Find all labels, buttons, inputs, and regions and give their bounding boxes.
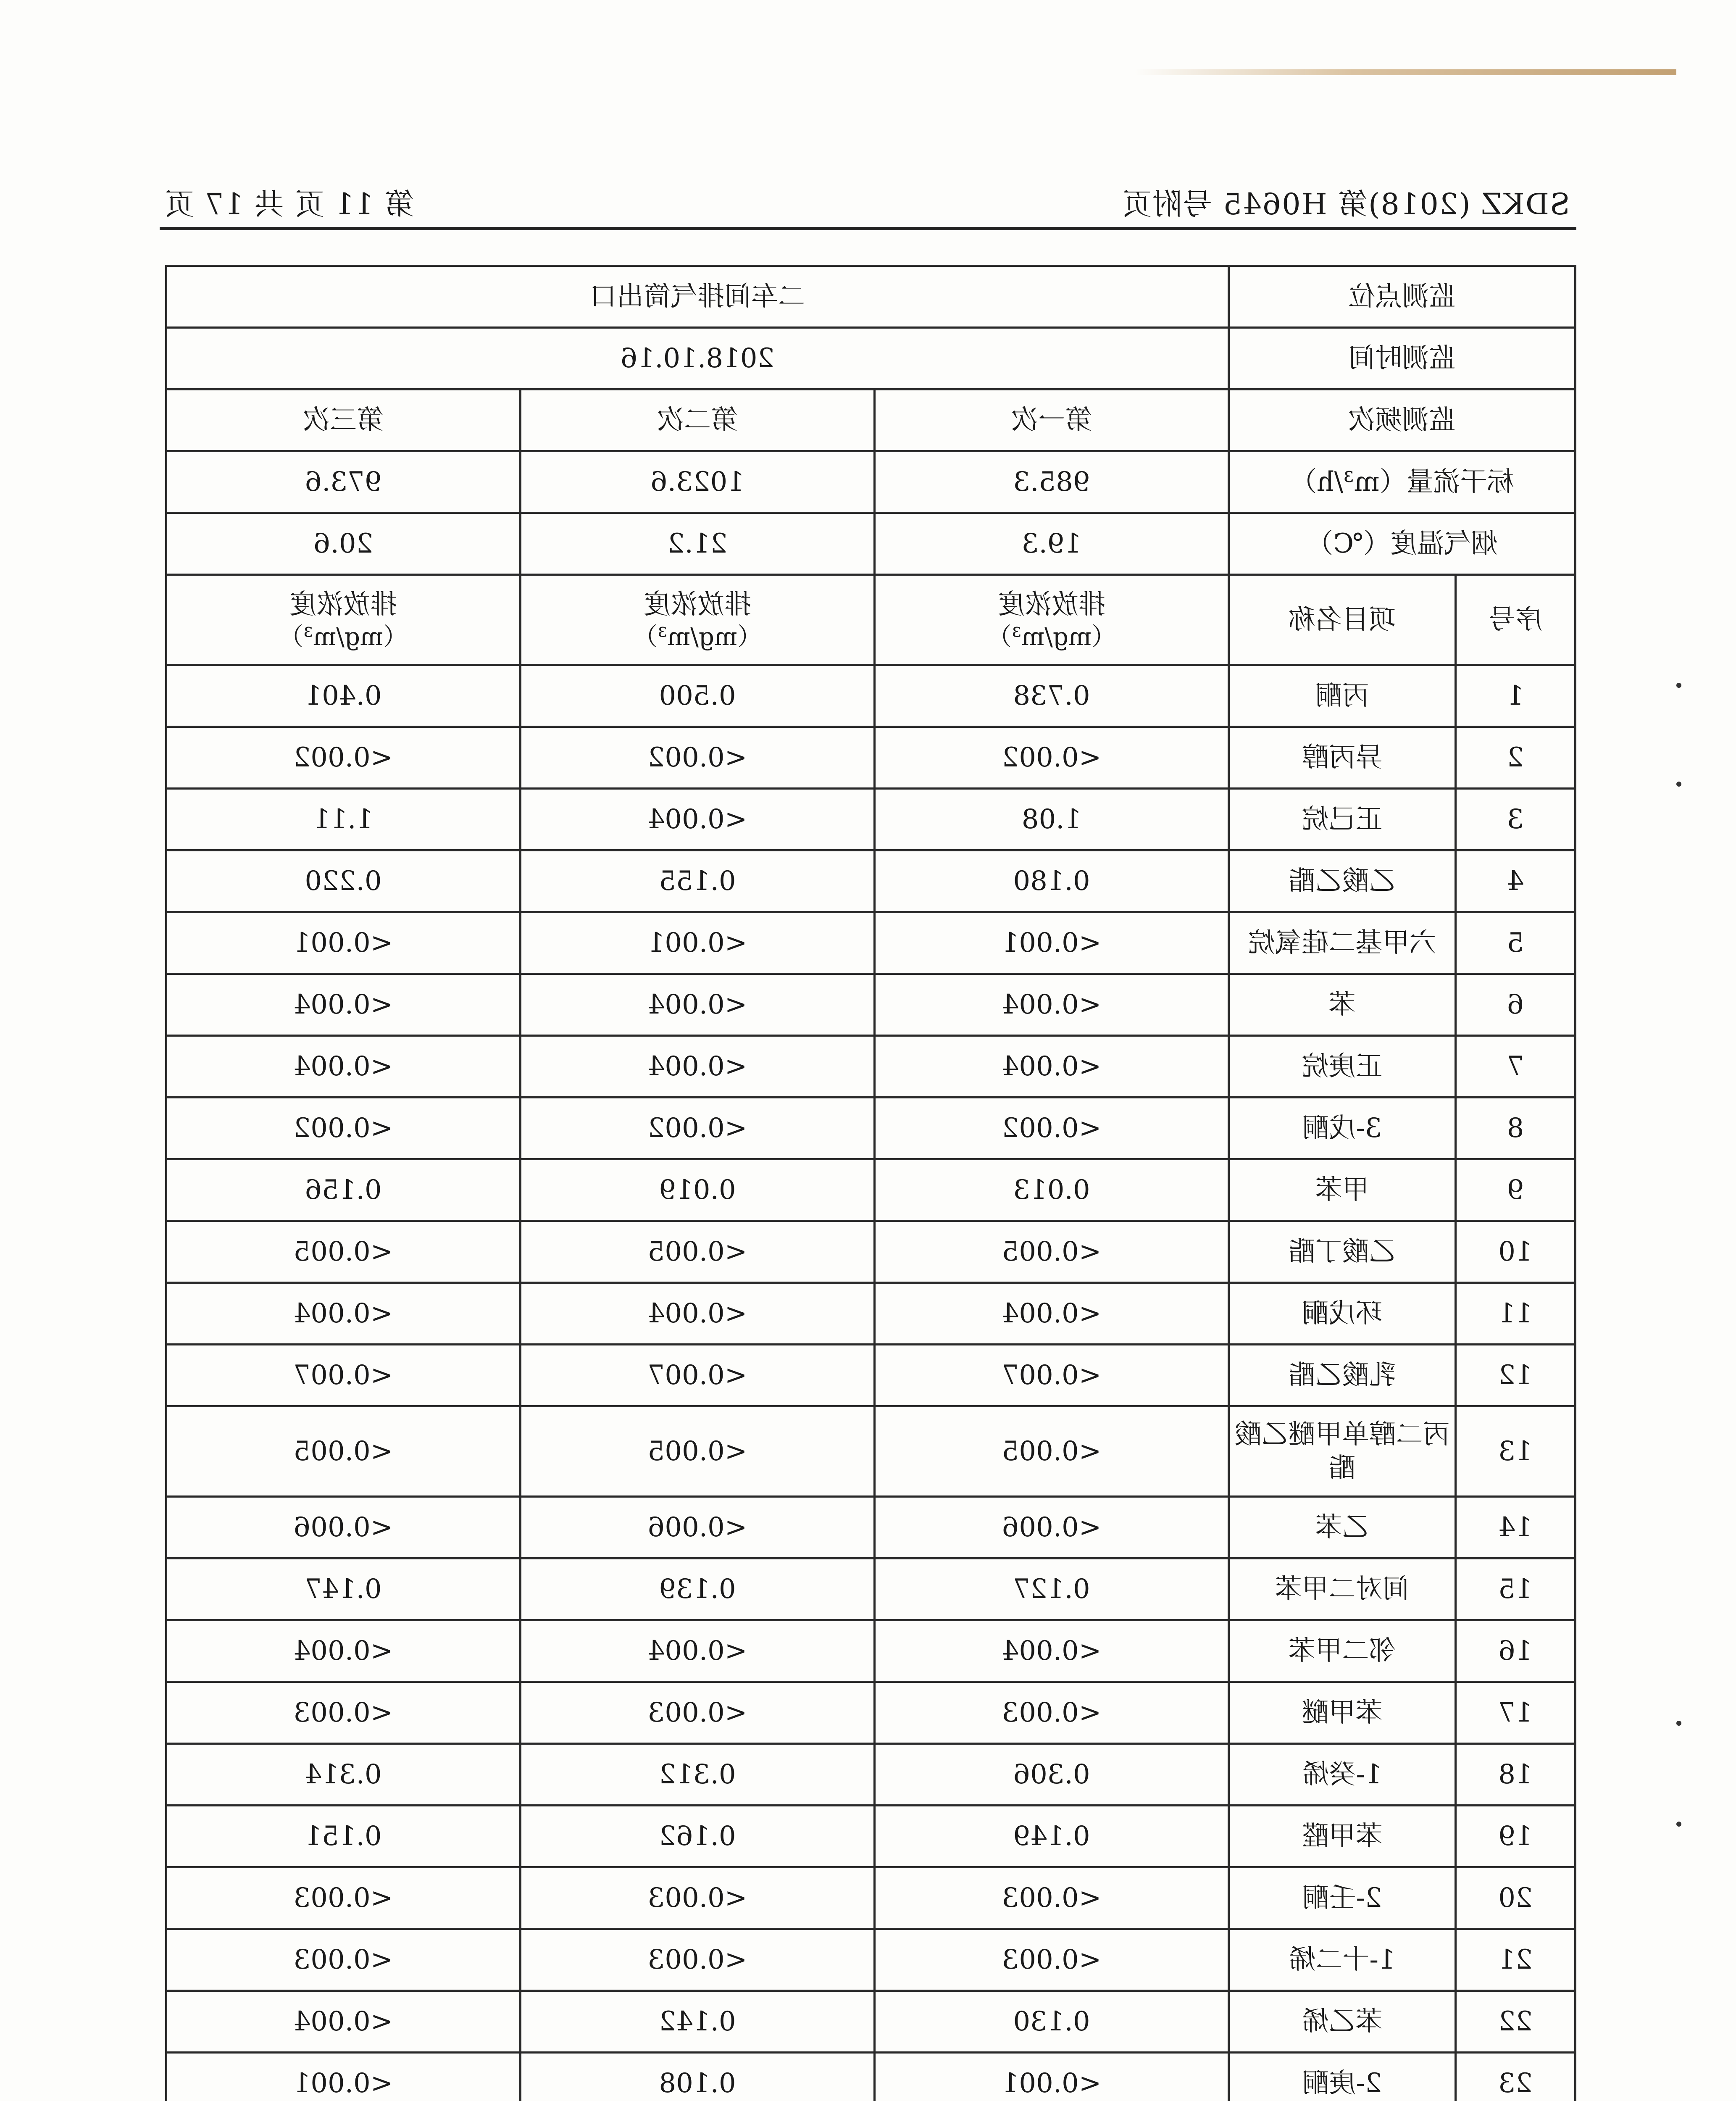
value-cell: <0.005	[521, 1221, 875, 1283]
seq-header: 序号	[1456, 575, 1576, 665]
seq-cell: 21	[1456, 1929, 1576, 1991]
table-row	[166, 974, 1576, 1036]
seq-cell: 5	[1456, 912, 1576, 974]
table-row	[166, 1929, 1576, 1991]
table-row	[166, 912, 1576, 974]
value-cell: 1.08	[875, 789, 1229, 850]
table-row	[166, 1221, 1576, 1283]
seq-cell: 18	[1456, 1744, 1576, 1806]
value-cell: <0.004	[521, 1620, 875, 1682]
value-cell: 0.180	[875, 850, 1229, 912]
seq-cell: 11	[1456, 1283, 1576, 1345]
value-cell: 0.312	[521, 1744, 875, 1806]
seq-cell: 9	[1456, 1159, 1576, 1221]
name-cell: 邻二甲苯	[1229, 1620, 1456, 1682]
run-2-label: 第二次	[521, 390, 875, 451]
table-row	[166, 1559, 1576, 1620]
seq-cell: 2	[1456, 727, 1576, 789]
report-number: SDKZ (2018)第 H0645 号附页	[1121, 187, 1570, 221]
value-cell: <0.004	[166, 1991, 521, 2053]
concentration-unit: （mg/m³）	[279, 622, 408, 651]
table-row	[166, 1867, 1576, 1929]
table-row	[166, 665, 1576, 727]
time-label: 监测时间	[1229, 328, 1576, 390]
name-cell: 正庚烷	[1229, 1036, 1456, 1098]
table-row	[166, 727, 1576, 789]
value-cell: <0.003	[521, 1867, 875, 1929]
value-cell: <0.007	[521, 1345, 875, 1406]
value-cell: <0.004	[875, 1036, 1229, 1098]
value-cell: <0.002	[166, 1098, 521, 1159]
name-cell: 乙酸乙酯	[1229, 850, 1456, 912]
value-cell: <0.003	[166, 1682, 521, 1744]
name-cell: 乙苯	[1229, 1497, 1456, 1559]
value-cell: <0.001	[166, 2053, 521, 2101]
temperature-value: 20.6	[166, 513, 521, 575]
value-cell: <0.004	[166, 1036, 521, 1098]
value-cell: <0.001	[875, 2053, 1229, 2101]
seq-cell: 14	[1456, 1497, 1576, 1559]
name-cell: 六甲基二硅氧烷	[1229, 912, 1456, 974]
concentration-label: 排放浓度	[289, 589, 397, 620]
temperature-label: 烟气温度（℃）	[1229, 513, 1576, 575]
value-cell: <0.004	[521, 1036, 875, 1098]
name-cell: 丙酮	[1229, 665, 1456, 727]
value-cell: <0.004	[166, 974, 521, 1036]
value-cell: <0.004	[166, 1620, 521, 1682]
name-cell: 环戊酮	[1229, 1283, 1456, 1345]
value-cell: <0.004	[521, 974, 875, 1036]
seq-cell: 3	[1456, 789, 1576, 850]
temperature-value: 19.3	[875, 513, 1229, 575]
table-row	[166, 1283, 1576, 1345]
table-row	[166, 1744, 1576, 1806]
name-cell: 2-壬酮	[1229, 1867, 1456, 1929]
seq-cell: 8	[1456, 1098, 1576, 1159]
concentration-header	[875, 575, 1229, 665]
seq-cell: 7	[1456, 1036, 1576, 1098]
value-cell: <0.002	[875, 1098, 1229, 1159]
table-row	[166, 1620, 1576, 1682]
flow-value: 973.6	[166, 451, 521, 513]
value-cell: 0.142	[521, 1991, 875, 2053]
value-cell: <0.004	[875, 1620, 1229, 1682]
concentration-header	[166, 575, 521, 665]
seq-cell: 15	[1456, 1559, 1576, 1620]
value-cell: 0.155	[521, 850, 875, 912]
name-cell: 苯	[1229, 974, 1456, 1036]
value-cell: 0.127	[875, 1559, 1229, 1620]
value-cell: <0.003	[875, 1682, 1229, 1744]
name-cell: 苯乙烯	[1229, 1991, 1456, 2053]
page-info: 第 11 页 共 17 页	[164, 187, 414, 221]
value-cell: <0.001	[521, 912, 875, 974]
concentration-header	[521, 575, 875, 665]
name-cell: 1-癸烯	[1229, 1744, 1456, 1806]
name-cell: 2-庚酮	[1229, 2053, 1456, 2101]
table-row	[166, 789, 1576, 850]
seq-cell: 6	[1456, 974, 1576, 1036]
table-row	[166, 1806, 1576, 1867]
flow-row	[166, 451, 1576, 513]
value-cell: <0.005	[521, 1406, 875, 1497]
table-row	[166, 1682, 1576, 1744]
temperature-value: 21.2	[521, 513, 875, 575]
value-cell: 0.139	[521, 1559, 875, 1620]
name-cell: 3-戊酮	[1229, 1098, 1456, 1159]
seq-cell: 23	[1456, 2053, 1576, 2101]
value-cell: 0.314	[166, 1744, 521, 1806]
value-cell: 0.130	[875, 1991, 1229, 2053]
value-cell: <0.004	[521, 1283, 875, 1345]
value-cell: <0.002	[875, 727, 1229, 789]
table-row	[166, 1036, 1576, 1098]
flow-value: 1023.6	[521, 451, 875, 513]
value-cell: <0.004	[521, 789, 875, 850]
name-cell: 正己烷	[1229, 789, 1456, 850]
value-cell: <0.004	[166, 1283, 521, 1345]
seq-cell: 16	[1456, 1620, 1576, 1682]
temperature-row	[166, 513, 1576, 575]
name-cell: 丙二醇单甲醚乙酸酯	[1229, 1406, 1456, 1497]
time-value: 2018.10.16	[166, 328, 1229, 390]
value-cell: <0.002	[521, 1098, 875, 1159]
value-cell: 0.108	[521, 2053, 875, 2101]
name-cell: 乳酸乙酯	[1229, 1345, 1456, 1406]
value-cell: <0.002	[521, 727, 875, 789]
value-cell: 0.500	[521, 665, 875, 727]
seq-cell: 22	[1456, 1991, 1576, 2053]
scan-speck	[1676, 683, 1681, 688]
run-1-label: 第一次	[875, 390, 1229, 451]
value-cell: 0.401	[166, 665, 521, 727]
name-cell: 异丙醇	[1229, 727, 1456, 789]
value-cell: <0.005	[875, 1221, 1229, 1283]
scan-speck	[1676, 1822, 1681, 1827]
value-cell: <0.003	[875, 1929, 1229, 1991]
value-cell: 0.738	[875, 665, 1229, 727]
table-row	[166, 1991, 1576, 2053]
seq-cell: 10	[1456, 1221, 1576, 1283]
value-cell: 0.013	[875, 1159, 1229, 1221]
seq-cell: 20	[1456, 1867, 1576, 1929]
value-cell: 0.149	[875, 1806, 1229, 1867]
value-cell: <0.007	[875, 1345, 1229, 1406]
name-cell: 乙酸丁酯	[1229, 1221, 1456, 1283]
flow-value: 985.3	[875, 451, 1229, 513]
concentration-label: 排放浓度	[644, 589, 751, 620]
value-cell: <0.002	[166, 727, 521, 789]
monitoring-table	[165, 265, 1576, 2101]
table-row	[166, 1406, 1576, 1497]
name-cell: 苯甲醚	[1229, 1682, 1456, 1744]
name-cell: 1-十二烯	[1229, 1929, 1456, 1991]
seq-cell: 1	[1456, 665, 1576, 727]
value-cell: <0.005	[875, 1406, 1229, 1497]
location-value: 二车间排气筒出口	[166, 266, 1229, 328]
value-cell: <0.005	[166, 1221, 521, 1283]
value-cell: 0.147	[166, 1559, 521, 1620]
value-cell: 0.306	[875, 1744, 1229, 1806]
location-label: 监测点位	[1229, 266, 1576, 328]
value-cell: <0.001	[875, 912, 1229, 974]
value-cell: <0.003	[521, 1929, 875, 1991]
value-cell: 0.156	[166, 1159, 521, 1221]
concentration-unit: （mg/m³）	[633, 622, 762, 651]
value-cell: 0.162	[521, 1806, 875, 1867]
concentration-unit: （mg/m³）	[987, 622, 1116, 651]
value-cell: 0.220	[166, 850, 521, 912]
seq-cell: 17	[1456, 1682, 1576, 1744]
seq-cell: 4	[1456, 850, 1576, 912]
value-cell: <0.001	[166, 912, 521, 974]
seq-cell: 12	[1456, 1345, 1576, 1406]
table-row	[166, 1159, 1576, 1221]
value-cell: <0.003	[875, 1867, 1229, 1929]
value-cell: <0.005	[166, 1406, 521, 1497]
table-row	[166, 1098, 1576, 1159]
table-row	[166, 850, 1576, 912]
time-row	[166, 328, 1576, 390]
value-cell: <0.003	[521, 1682, 875, 1744]
value-cell: 1.11	[166, 789, 521, 850]
scan-speck	[1676, 1721, 1681, 1726]
value-cell: <0.004	[875, 974, 1229, 1036]
scan-speck	[1676, 782, 1681, 787]
value-cell: <0.003	[166, 1867, 521, 1929]
location-row	[166, 266, 1576, 328]
value-cell: <0.003	[166, 1929, 521, 1991]
column-header-row	[166, 575, 1576, 665]
header-rule	[160, 227, 1576, 230]
flow-label: 标干流量（m³/h）	[1229, 451, 1576, 513]
table-row	[166, 2053, 1576, 2101]
value-cell: <0.006	[875, 1497, 1229, 1559]
table-row	[166, 1497, 1576, 1559]
value-cell: 0.019	[521, 1159, 875, 1221]
value-cell: <0.006	[166, 1497, 521, 1559]
concentration-label: 排放浓度	[998, 589, 1105, 620]
run-3-label: 第三次	[166, 390, 521, 451]
name-cell: 苯甲醛	[1229, 1806, 1456, 1867]
value-cell: 0.151	[166, 1806, 521, 1867]
seq-cell: 19	[1456, 1806, 1576, 1867]
seq-cell: 13	[1456, 1406, 1576, 1497]
scan-edge-stripe	[1134, 69, 1676, 75]
value-cell: <0.004	[875, 1283, 1229, 1345]
name-header: 项目名称	[1229, 575, 1456, 665]
value-cell: <0.007	[166, 1345, 521, 1406]
frequency-label: 监测频次	[1229, 390, 1576, 451]
value-cell: <0.006	[521, 1497, 875, 1559]
table-row	[166, 1345, 1576, 1406]
name-cell: 间对二甲苯	[1229, 1559, 1456, 1620]
name-cell: 甲苯	[1229, 1159, 1456, 1221]
frequency-row	[166, 390, 1576, 451]
